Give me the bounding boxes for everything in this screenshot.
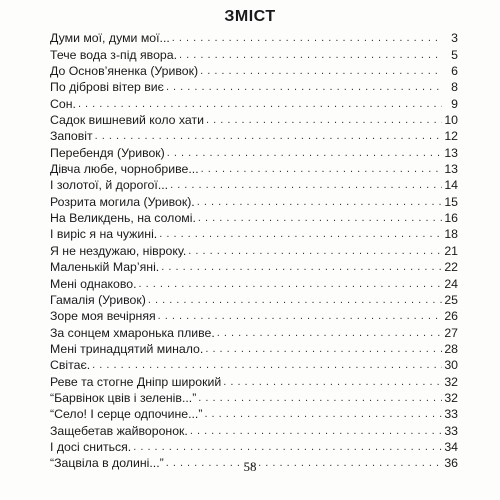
toc-entry: [50, 144, 458, 160]
dot-leader: [206, 112, 442, 128]
dot-leader: [170, 177, 442, 193]
toc-entry-page: 18: [444, 227, 458, 242]
toc-entry-title: По діброві вітер виє: [50, 80, 164, 95]
toc-entry-page: 32: [444, 390, 458, 405]
toc-entry: [50, 46, 458, 62]
toc-entry: [50, 226, 458, 242]
toc-entry-page: 15: [444, 194, 458, 209]
toc-entry-page: 34: [444, 439, 458, 454]
toc-entry: [50, 161, 458, 177]
dot-leader: [205, 341, 442, 357]
toc-entry-title: Розрита могила (Уривок).: [50, 194, 195, 209]
toc-entry: [50, 406, 458, 422]
toc-entry: [50, 390, 458, 406]
toc-entry-page: 22: [444, 260, 458, 275]
toc-entry-title: І виріс я на чужині.: [50, 227, 158, 242]
toc-entry-title: Мені однаково.: [50, 276, 137, 291]
toc-entry-page: 9: [451, 96, 458, 111]
toc-entry-title: Мені тринадцятий минало.: [50, 341, 204, 356]
dot-leader: [148, 292, 442, 308]
toc-entry: [50, 292, 458, 308]
dot-leader: [204, 406, 442, 422]
toc-entry-title: Зоре моя вечірняя: [50, 309, 156, 324]
toc-entry-page: 13: [444, 162, 458, 177]
toc-entry-page: 33: [444, 407, 458, 422]
toc-entry: [50, 324, 458, 340]
toc-entry-title: Садок вишневий коло хати: [50, 113, 204, 128]
toc-entry-page: 33: [444, 423, 458, 438]
toc-entry-title: Защебетав жайворонок.: [50, 423, 188, 438]
toc-entry-title: Маленькій Мар’яні.: [50, 260, 160, 275]
page-title: ЗМІСТ: [224, 8, 276, 25]
toc-entry-page: 21: [444, 243, 458, 258]
toc-entry-page: 10: [444, 113, 458, 128]
dot-leader: [198, 210, 442, 226]
toc-entry: [50, 210, 458, 226]
toc-entry: [50, 112, 458, 128]
dot-leader: [188, 243, 442, 259]
toc-entry: [50, 259, 458, 275]
toc-entry-title: Гамалія (Уривок): [50, 292, 146, 307]
toc-entry-title: Перебендя (Уривок): [50, 145, 165, 160]
toc-entry-page: 32: [444, 374, 458, 389]
toc-entry-title: “Барвінок цвів і зеленів...”: [50, 390, 197, 405]
toc-entry-title: На Великдень, на соломі.: [50, 211, 196, 226]
toc-entry-title: “Село! І серце одпочине...”: [50, 407, 203, 422]
toc-entry: [50, 439, 458, 455]
toc-entry: [50, 242, 458, 258]
toc-entry: [50, 177, 458, 193]
toc-entry-title: І золотої, й дорогої...: [50, 178, 169, 193]
dot-leader: [223, 374, 442, 390]
toc-entry-title: Сон.: [50, 96, 76, 111]
dot-leader: [161, 259, 442, 275]
toc-entry-title: Реве та стогне Дніпр широкий: [50, 374, 222, 389]
dot-leader: [166, 79, 442, 95]
toc-entry: [50, 30, 458, 46]
dot-leader: [159, 226, 442, 242]
dot-leader: [139, 276, 442, 292]
toc-entry-page: 14: [444, 178, 458, 193]
toc-entry-page: 30: [444, 358, 458, 373]
toc-entry-title: Я не нездужаю, нівроку.: [50, 243, 187, 258]
toc-entry-page: 8: [451, 80, 458, 95]
toc-entry-page: 24: [444, 276, 458, 291]
toc-entry: [50, 275, 458, 291]
toc-entry: [50, 95, 458, 111]
toc-entry-page: 27: [444, 325, 458, 340]
toc-entry: [50, 128, 458, 144]
toc-entry-page: 6: [451, 64, 458, 79]
toc-entry-title: Заповіт: [50, 129, 93, 144]
toc-entry: [50, 373, 458, 389]
toc-entry: [50, 79, 458, 95]
page-number: 58: [243, 459, 257, 474]
toc-entry-page: 36: [444, 456, 458, 471]
toc-entry: [50, 422, 458, 438]
toc-entry-title: До Основ’яненка (Уривок): [50, 64, 199, 79]
dot-leader: [190, 423, 442, 439]
toc-entry-page: 12: [444, 129, 458, 144]
toc-entry-title: І досі сниться.: [50, 439, 132, 454]
dot-leader: [201, 161, 442, 177]
toc-entry-page: 26: [444, 309, 458, 324]
dot-leader: [200, 63, 442, 79]
toc-entry-title: Думи мої, думи мої...: [50, 31, 170, 46]
toc-entry-title: Світає.: [50, 358, 91, 373]
toc-entry-page: 5: [451, 47, 458, 62]
toc-entry-title: Дівча любе, чорнобриве...: [50, 162, 199, 177]
toc-entry: [50, 63, 458, 79]
dot-leader: [167, 145, 442, 161]
dot-leader: [198, 390, 442, 406]
toc-entry-page: 25: [444, 292, 458, 307]
dot-leader: [158, 308, 442, 324]
toc-entry: [50, 341, 458, 357]
toc-entry-page: 16: [444, 211, 458, 226]
dot-leader: [92, 357, 442, 373]
toc-entry-title: Тече вода з-під явора.: [50, 47, 178, 62]
toc-entry-page: 3: [451, 31, 458, 46]
dot-leader: [133, 439, 442, 455]
toc-entry-title: За сонцем хмаронька пливе.: [50, 325, 215, 340]
toc-entry: [50, 193, 458, 209]
dot-leader: [197, 194, 442, 210]
toc-entry-title: “Зацвіла в долині...”: [50, 456, 164, 471]
dot-leader: [95, 128, 442, 144]
toc-entry-page: 13: [444, 145, 458, 160]
dot-leader: [179, 47, 442, 63]
table-of-contents: [50, 30, 458, 471]
toc-entry-page: 28: [444, 341, 458, 356]
dot-leader: [78, 96, 442, 112]
dot-leader: [172, 30, 442, 46]
dot-leader: [217, 325, 442, 341]
toc-entry: [50, 308, 458, 324]
toc-entry: [50, 357, 458, 373]
